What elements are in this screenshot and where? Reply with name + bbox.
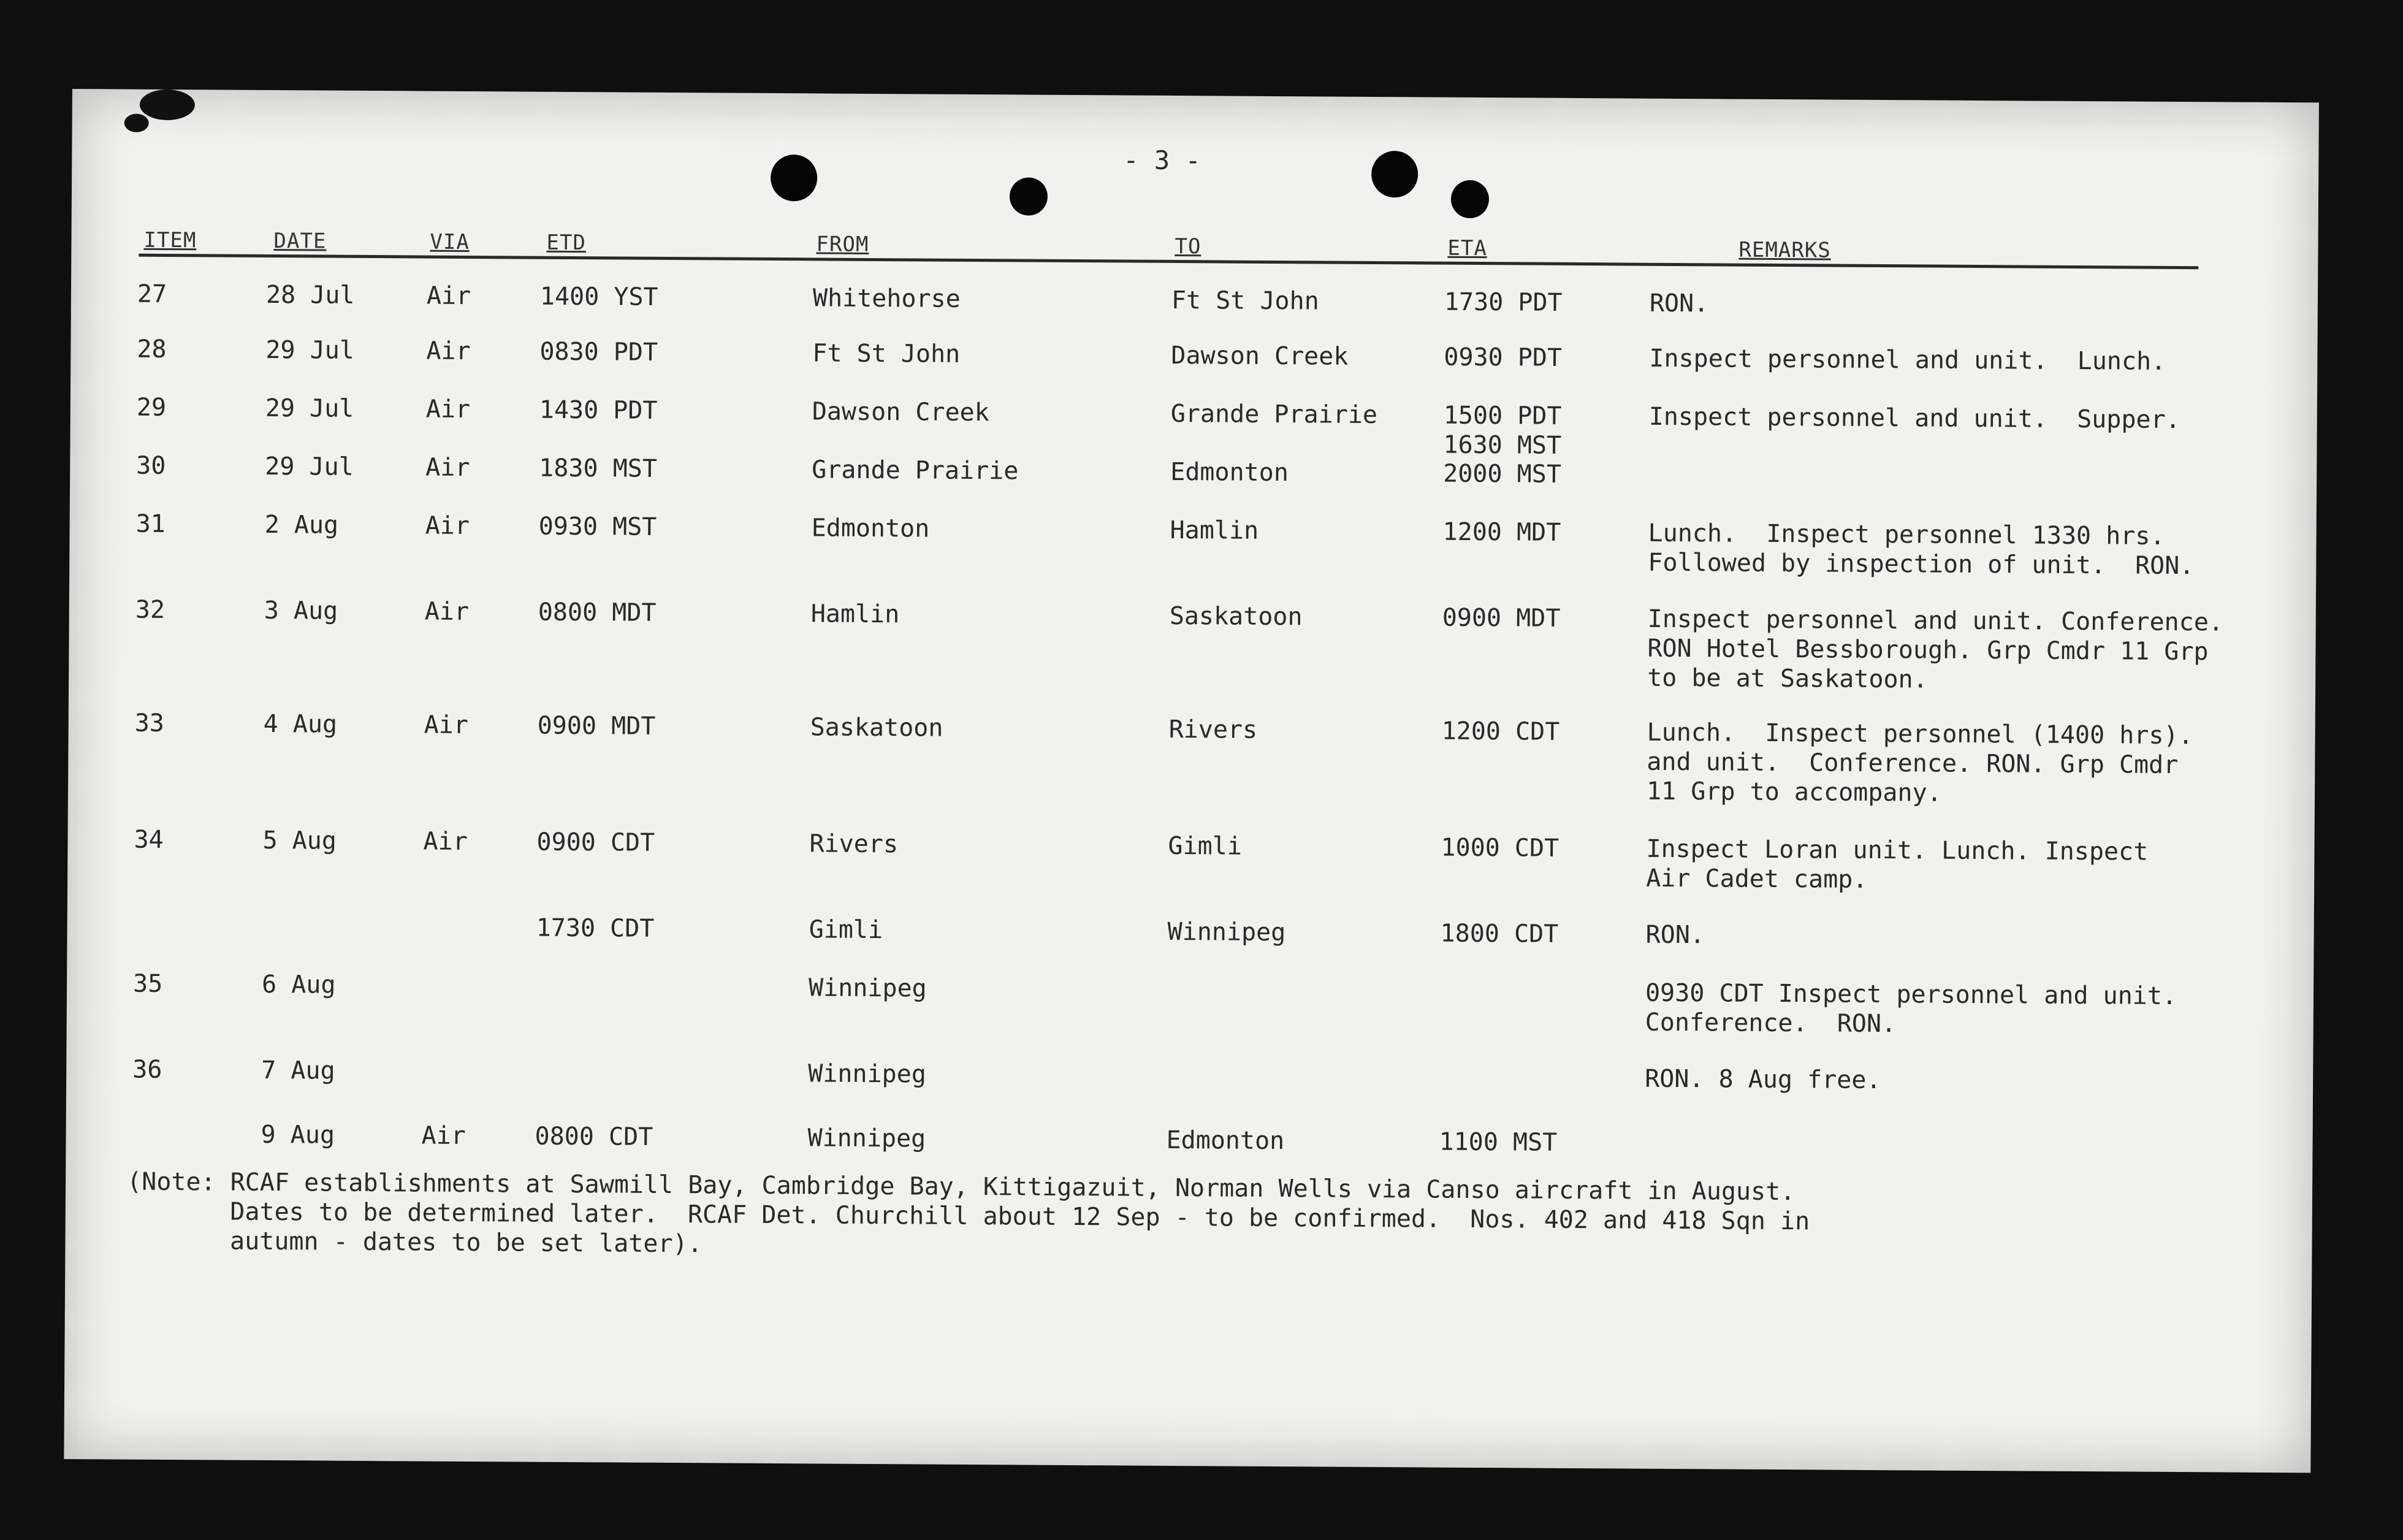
header-rule	[139, 254, 2198, 270]
from-location: Grande Prairie	[812, 456, 1019, 486]
remarks: Inspect Loran unit. Lunch. Inspect Air Cadet camp.	[1646, 834, 2149, 894]
from-location: Dawson Creek	[812, 397, 989, 427]
to-location: Saskatoon	[1169, 601, 1303, 631]
to-location: Winnipeg	[1167, 917, 1286, 947]
via: Air	[425, 453, 470, 482]
column-header-eta: ETA	[1447, 235, 1487, 261]
date: 7 Aug	[261, 1056, 335, 1085]
etd: 1730 CDT	[536, 913, 655, 943]
eta: 1730 PDT	[1444, 288, 1563, 317]
etd: 1830 MST	[539, 454, 658, 483]
etd: 0800 CDT	[535, 1122, 653, 1151]
column-header-from: FROM	[816, 232, 869, 257]
from-location: Saskatoon	[810, 713, 943, 742]
remarks: Lunch. Inspect personnel 1330 hrs. Followed by inspection of unit. RON.	[1648, 519, 2195, 581]
from-location: Winnipeg	[807, 1124, 926, 1153]
to-location: Grande Prairie	[1170, 399, 1378, 430]
document-page	[64, 89, 2319, 1473]
etd: 0900 CDT	[536, 828, 655, 857]
date: 28 Jul	[265, 280, 355, 310]
punch-hole	[1010, 177, 1048, 215]
from-location: Winnipeg	[808, 1059, 927, 1089]
column-header-date: DATE	[273, 229, 327, 254]
remarks: 0930 CDT Inspect personnel and unit. Conference. RON.	[1645, 978, 2177, 1039]
via: Air	[423, 827, 468, 856]
via: Air	[425, 395, 471, 424]
date: 29 Jul	[265, 335, 355, 365]
item-number: 29	[136, 393, 167, 422]
from-location: Ft St John	[812, 339, 961, 368]
via: Air	[426, 337, 471, 365]
via: Air	[426, 281, 471, 310]
remarks: RON.	[1649, 289, 1709, 318]
etd: 0930 MST	[538, 512, 657, 541]
date: 5 Aug	[262, 826, 337, 855]
page-number: - 3 -	[1123, 145, 1201, 176]
eta: 1800 CDT	[1440, 919, 1559, 948]
remarks: Inspect personnel and unit. Lunch.	[1649, 344, 2166, 376]
etd: 0900 MDT	[537, 711, 656, 741]
punch-hole	[1451, 180, 1489, 218]
to-location: Rivers	[1168, 715, 1258, 744]
remarks: Lunch. Inspect personnel (1400 hrs). and unit. Conference. RON. Grp Cmdr 11 Grp to accompany.	[1646, 718, 2193, 807]
column-header-via: VIA	[430, 229, 470, 254]
date: 29 Jul	[265, 394, 354, 423]
via: Air	[421, 1121, 466, 1150]
from-location: Gimli	[809, 915, 883, 945]
eta: 1000 CDT	[1441, 833, 1559, 863]
footnote: (Note: RCAF establishments at Sawmill Bay, Cambridge Bay, Kittigazuit, Norman Wells via Canso aircraft in August. Dates to be determined later. RCAF Det. Churchill about 12 Sep - to be confirmed. Nos. 402 and 418 Sqn in autumn - dates to be set later).	[126, 1167, 1810, 1259]
to-location: Edmonton	[1166, 1126, 1285, 1156]
column-header-to: TO	[1175, 234, 1202, 259]
date: 2 Aug	[264, 510, 339, 539]
eta: 1100 MST	[1439, 1127, 1558, 1157]
remarks: Inspect personnel and unit. Supper.	[1648, 402, 2180, 435]
etd: 1430 PDT	[539, 395, 658, 425]
eta: 0930 PDT	[1444, 343, 1563, 372]
to-location: Gimli	[1168, 831, 1243, 861]
to-location: Edmonton	[1170, 457, 1289, 487]
eta: 1200 MDT	[1442, 517, 1561, 547]
punch-hole	[1371, 151, 1418, 197]
item-number: 33	[134, 709, 164, 738]
etd: 1400 YST	[539, 282, 658, 311]
remarks: RON.	[1645, 920, 1705, 950]
to-location: Ft St John	[1171, 286, 1319, 316]
column-header-remarks: REMARKS	[1738, 237, 1831, 263]
item-number: 35	[132, 969, 163, 998]
from-location: Hamlin	[810, 600, 900, 629]
date: 6 Aug	[261, 970, 336, 999]
eta: 1200 CDT	[1441, 717, 1560, 746]
date: 9 Aug	[261, 1120, 335, 1149]
via: Air	[424, 597, 470, 626]
via: Air	[425, 511, 470, 540]
item-number: 34	[134, 825, 164, 854]
item-number: 32	[135, 595, 166, 624]
from-location: Winnipeg	[808, 974, 927, 1003]
item-number: 36	[132, 1055, 162, 1084]
etd: 0800 MDT	[538, 598, 657, 627]
via: Air	[424, 711, 469, 739]
column-header-etd: ETD	[546, 230, 587, 256]
remarks: Inspect personnel and unit. Conference. RON Hotel Bessborough. Grp Cmdr 11 Grp to be at Saskatoon.	[1647, 604, 2224, 694]
remarks: RON. 8 Aug free.	[1645, 1064, 1881, 1095]
from-location: Rivers	[809, 829, 899, 859]
to-location: Dawson Creek	[1171, 341, 1349, 371]
eta: 0900 MDT	[1442, 603, 1561, 633]
eta: 1500 PDT 1630 MST	[1443, 401, 1562, 460]
item-number: 27	[137, 280, 167, 308]
paper-damage	[124, 114, 149, 132]
column-header-item: ITEM	[143, 227, 197, 253]
item-number: 28	[137, 335, 167, 364]
date: 4 Aug	[263, 709, 338, 739]
item-number: 31	[135, 509, 166, 538]
punch-hole	[771, 154, 817, 201]
item-number: 30	[136, 451, 166, 480]
from-location: Edmonton	[811, 514, 930, 543]
date: 3 Aug	[264, 596, 338, 625]
eta: 2000 MST	[1443, 459, 1562, 489]
to-location: Hamlin	[1170, 516, 1259, 545]
date: 29 Jul	[265, 452, 354, 481]
paper-damage	[140, 90, 195, 121]
etd: 0830 PDT	[539, 337, 658, 367]
from-location: Whitehorse	[812, 284, 961, 313]
